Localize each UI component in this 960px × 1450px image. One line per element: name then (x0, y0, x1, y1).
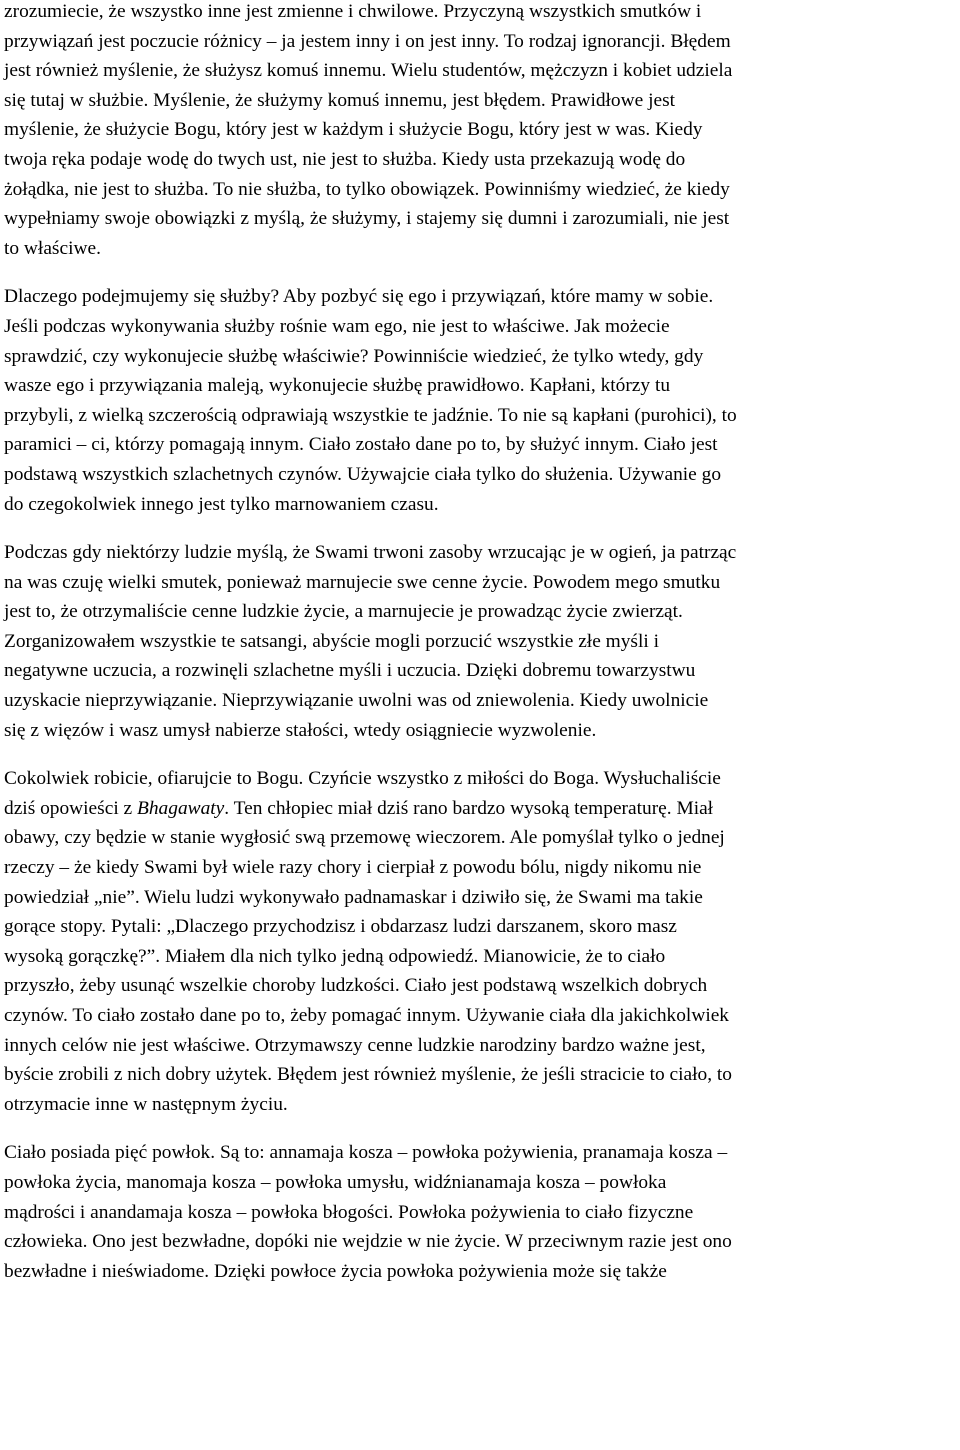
text-fragment: dziś opowieści z (4, 797, 138, 819)
text-line: Ciało posiada pięć powłok. Są to: annamaja kosza – powłoka pożywienia, pranamaja kosza – (4, 1142, 728, 1164)
text-line: Cokolwiek robicie, ofiarujcie to Bogu. Czyńcie wszystko z miłości do Boga. Wysłuchaliście (4, 768, 721, 790)
paragraph-1 (4, 0, 956, 263)
text-line: myślenie, że służycie Bogu, który jest w każdym i służycie Bogu, który jest w was. Kiedy (4, 119, 703, 141)
text-line: jest również myślenie, że służysz komuś innemu. Wielu studentów, mężczyzn i kobiet udziela (4, 60, 733, 82)
text-line: byście zrobili z nich dobry użytek. Błędem jest również myślenie, że jeśli stracicie to ciało, to (4, 1064, 732, 1086)
text-line: żołądka, nie jest to służba. To nie służba, to tylko obowiązek. Powinniśmy wiedzieć, że kiedy (4, 178, 730, 200)
text-line: powłoka życia, manomaja kosza – powłoka umysłu, widźnianamaja kosza – powłoka (4, 1171, 667, 1193)
text-line: przywiązań jest poczucie różnicy – ja jestem inny i on jest inny. To rodzaj ignorancji. Błędem (4, 30, 731, 52)
text-line-with-italic (4, 794, 956, 824)
text-line: uzyskacie nieprzywiązanie. Nieprzywiązanie uwolni was od zniewolenia. Kiedy uwolnicie (4, 690, 709, 712)
text-line: innych celów nie jest właściwe. Otrzymawszy cenne ludzkie narodziny bardzo ważne jest, (4, 1034, 706, 1056)
document-page (4, 0, 956, 1305)
text-line: na was czuję wielki smutek, ponieważ marnujecie swe cenne życie. Powodem mego smutku (4, 571, 721, 593)
text-line: bezwładne i nieświadome. Dzięki powłoce życia powłoka pożywienia może się także (4, 1260, 667, 1282)
text-fragment: . Ten chłopiec miał dziś rano bardzo wysoką temperaturę. Miał (224, 797, 714, 819)
text-line: człowieka. Ono jest bezwładne, dopóki nie wejdzie w nie życie. W przeciwnym razie jest ono (4, 1231, 732, 1253)
paragraph-3 (4, 538, 956, 745)
text-line: wasze ego i przywiązania maleją, wykonujecie służbę prawidłowo. Kapłani, którzy tu (4, 375, 671, 397)
text-line: jest to, że otrzymaliście cenne ludzkie życie, a marnujecie je prowadząc życie zwierząt. (4, 601, 683, 623)
text-line: Podczas gdy niektórzy ludzie myślą, że Swami trwoni zasoby wrzucając je w ogień, ja patrząc (4, 542, 737, 564)
text-line: wypełniamy swoje obowiązki z myślą, że służymy, i stajemy się dumni i zarozumiali, nie jest (4, 208, 730, 230)
text-line: wysoką gorączkę?”. Miałem dla nich tylko jedną odpowiedź. Mianowicie, że to ciało (4, 945, 666, 967)
text-line: mądrości i anandamaja kosza – powłoka błogości. Powłoka pożywienia to ciało fizyczne (4, 1201, 694, 1223)
text-line: Jeśli podczas wykonywania służby rośnie wam ego, nie jest to właściwe. Jak możecie (4, 315, 670, 337)
text-line: negatywne uczucia, a rozwinęli szlachetne myśli i uczucia. Dzięki dobremu towarzystwu (4, 660, 696, 682)
text-line: to właściwe. (4, 237, 101, 259)
paragraph-4 (4, 764, 956, 1119)
text-line: się z więzów i wasz umysł nabierze stałości, wtedy osiągniecie wyzwolenie. (4, 719, 597, 741)
text-line: twoja ręka podaje wodę do twych ust, nie jest to służba. Kiedy usta przekazują wodę do (4, 148, 686, 170)
text-line: Dlaczego podejmujemy się służby? Aby pozbyć się ego i przywiązań, które mamy w sobie. (4, 286, 714, 308)
text-line: podstawą wszystkich szlachetnych czynów. Używajcie ciała tylko do służenia. Używanie go (4, 463, 722, 485)
text-line: przyszło, żeby usunąć wszelkie choroby ludzkości. Ciało jest podstawą wszelkich dobrych (4, 975, 708, 997)
text-line: obawy, czy będzie w stanie wygłosić swą przemowę wieczorem. Ale pomyślał tylko o jednej (4, 827, 725, 849)
text-line: rzeczy – że kiedy Swami był wiele razy chory i cierpiał z powodu bólu, nigdy nikomu nie (4, 857, 702, 879)
text-line: przybyli, z wielką szczerością odprawiają wszystkie te jadźnie. To nie są kapłani (purohici), to (4, 404, 737, 426)
italic-title: Bhagawaty (137, 797, 225, 819)
paragraph-5 (4, 1138, 956, 1286)
text-line: Zorganizowałem wszystkie te satsangi, abyście mogli porzucić wszystkie złe myśli i (4, 630, 659, 652)
text-line: czynów. To ciało zostało dane po to, żeby pomagać innym. Używanie ciała dla jakichkolwiek (4, 1005, 730, 1026)
text-line: się tutaj w służbie. Myślenie, że służymy komuś innemu, jest błędem. Prawidłowe jest (4, 89, 676, 111)
text-line: do czegokolwiek innego jest tylko marnowaniem czasu. (4, 493, 439, 515)
paragraph-2 (4, 282, 956, 519)
text-line: zrozumiecie, że wszystko inne jest zmienne i chwilowe. Przyczyną wszystkich smutków i (4, 1, 702, 22)
text-line: otrzymacie inne w następnym życiu. (4, 1093, 288, 1115)
text-line: sprawdzić, czy wykonujecie służbę właściwie? Powinniście wiedzieć, że tylko wtedy, gdy (4, 345, 704, 367)
text-line: paramici – ci, którzy pomagają innym. Ciało zostało dane po to, by służyć innym. Ciało jest (4, 434, 718, 456)
text-line: gorące stopy. Pytali: „Dlaczego przychodzisz i obdarzasz ludzi darszanem, skoro masz (4, 916, 677, 938)
text-line: powiedział „nie”. Wielu ludzi wykonywało padnamaskar i dziwiło się, że Swami ma takie (4, 886, 703, 908)
